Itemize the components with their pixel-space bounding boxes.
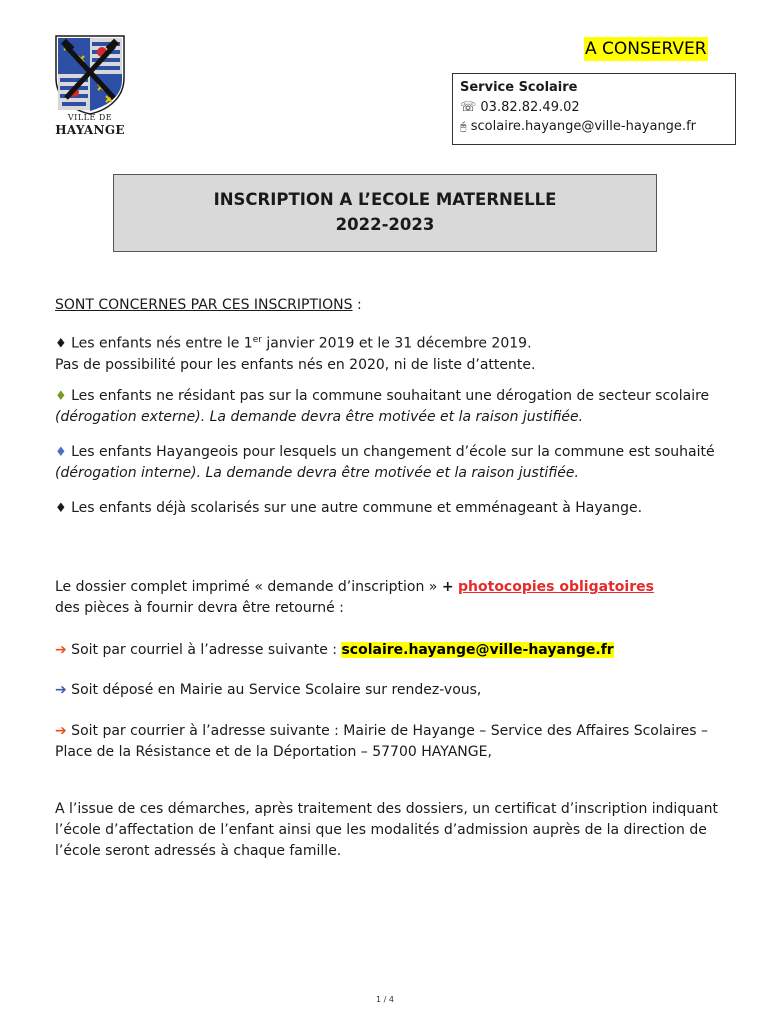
arrow-right-icon: ➔ [55, 682, 67, 698]
concern-item-1-note: Pas de possibilité pour les enfants nés en 2020, ni de liste d’attente. [55, 356, 536, 373]
diamond-bullet-icon: ♦ [55, 336, 67, 352]
service-phone: 03.82.82.49.02 [480, 99, 580, 115]
arrow-right-icon: ➔ [55, 642, 67, 658]
logo-caption-city: HAYANGE [55, 123, 125, 137]
service-contact-box [452, 73, 736, 145]
plus-sign: + [441, 579, 454, 595]
mouse-icon: 🖰 [460, 120, 467, 133]
diamond-bullet-icon: ♦ [55, 501, 67, 516]
submission-option-email [55, 640, 725, 661]
dossier-paragraph [55, 577, 725, 619]
closing-paragraph: A l’issue de ces démarches, après traitement des dossiers, un certificat d’inscription indiquant l’école d’affectation de l’enfant ainsi que les modalités d’admission auprès de la direction de l’école seront adressés à chaque famille. [55, 801, 719, 859]
option-mail-text: Soit par courrier à l’adresse suivante : Mairie de Hayange – Service des Affaires Scolaires – Place de la Résistance et de la Déportation – 57700 HAYANGE, [55, 723, 709, 760]
concern-item-2 [55, 386, 725, 428]
concern-item-1-pre: Les enfants nés entre le 1 [66, 335, 253, 352]
keep-notice-badge: A CONSERVER [585, 39, 707, 59]
concern-item-3-text: Les enfants Hayangeois pour lesquels un changement d’école sur la commune est souhaité [66, 444, 715, 460]
concerns-heading-suffix: : [352, 297, 362, 313]
option-email-text: Soit par courriel à l’adresse suivante : [66, 642, 342, 658]
concern-item-3-italic: (dérogation interne). La demande devra être motivée et la raison justifiée. [55, 465, 579, 481]
service-email-line [460, 117, 735, 137]
arrow-right-icon: ➔ [55, 723, 67, 739]
concern-item-2-text: Les enfants ne résidant pas sur la commune souhaitant une dérogation de secteur scolaire [66, 388, 710, 404]
page-number: 1 / 4 [376, 995, 394, 1004]
document-title: INSCRIPTION A L’ECOLE MATERNELLE [213, 190, 557, 209]
service-title: Service Scolaire [460, 80, 578, 95]
dossier-line2: des pièces à fournir devra être retourné : [55, 600, 344, 616]
concerns-heading-text: SONT CONCERNES PAR CES INSCRIPTIONS [55, 297, 353, 313]
concern-item-4-text: Les enfants déjà scolarisés sur une autre commune et emménageant à Hayange. [66, 500, 643, 516]
concern-item-1-post: janvier 2019 et le 31 décembre 2019. [261, 335, 532, 352]
concern-item-1 [55, 330, 725, 376]
concern-item-3 [55, 442, 725, 484]
service-email-link[interactable]: scolaire.hayange@ville-hayange.fr [470, 119, 696, 134]
document-title-box [113, 174, 657, 252]
service-phone-line [460, 98, 735, 118]
phone-icon: ☏ [460, 99, 477, 115]
logo-caption-top: VILLE DE [67, 113, 113, 122]
school-email-link[interactable]: scolaire.hayange@ville-hayange.fr [341, 642, 614, 658]
concern-item-4 [55, 498, 725, 519]
school-year: 2022-2023 [335, 215, 435, 234]
dossier-text: Le dossier complet imprimé « demande d’inscription » [55, 579, 442, 595]
mandatory-copies-link[interactable]: photocopies obligatoires [458, 579, 654, 595]
submission-option-in-person [55, 680, 725, 701]
submission-option-mail [55, 721, 725, 763]
diamond-bullet-icon: ♦ [55, 445, 67, 460]
diamond-bullet-icon: ♦ [55, 389, 67, 404]
concerns-heading [55, 295, 725, 316]
option-in-person-text: Soit déposé en Mairie au Service Scolaire sur rendez-vous, [66, 682, 482, 698]
concern-item-2-italic: (dérogation externe). La demande devra être motivée et la raison justifiée. [55, 409, 584, 425]
concern-item-1-sup: er [252, 335, 262, 345]
